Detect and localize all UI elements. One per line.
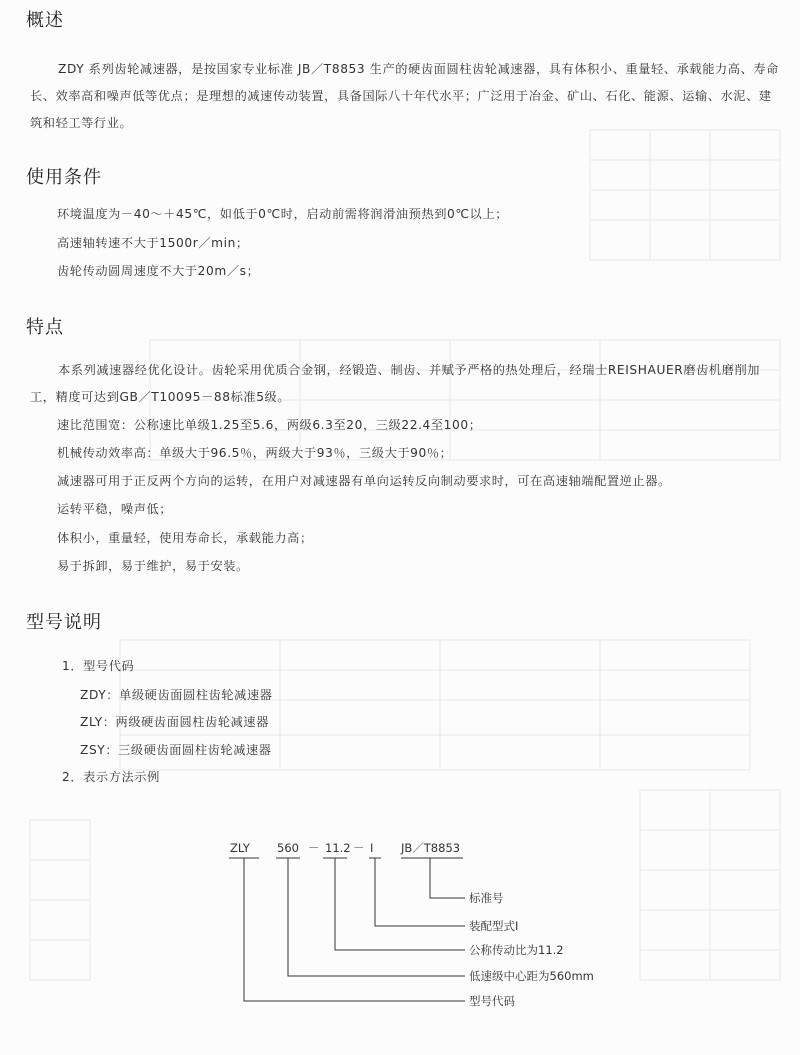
- part-dash: －: [353, 841, 365, 855]
- overview-paragraph: [30, 56, 780, 137]
- feature-line: 速比范围宽：公称速比单级1.25至5.6，两级6.3至20，三级22.4至100；: [57, 418, 482, 432]
- part-series-code: ZLY: [230, 841, 250, 855]
- label-assembly: 装配型式Ⅰ: [469, 919, 519, 933]
- part-assembly: Ⅰ: [370, 841, 374, 855]
- model-code-line: ZLY：两级硬齿面圆柱齿轮减速器: [80, 715, 270, 729]
- part-standard: JB／T8853: [401, 841, 461, 855]
- connector-standard: [430, 858, 465, 898]
- part-dash: －: [308, 841, 320, 855]
- part-center-distance: 560: [277, 841, 299, 855]
- features-heading: 特点: [26, 317, 64, 338]
- overview-text: ZDY 系列齿轮减速器，是按国家专业标准 JB／T8853 生产的硬齿面圆柱齿轮减速器，具有体积小、重量轻、承载能力高、寿命长、效率高和噪声低等优点；是理想的减速传动装置，具备国际八十年代水平；广泛用于冶金、矿山、石化、能源、运输、水泥、建筑和轻工等行业。: [30, 62, 779, 130]
- condition-line: 环境温度为－40～＋45℃，如低于0℃时，启动前需将润滑油预热到0℃以上；: [57, 207, 509, 221]
- label-standard: 标准号: [469, 891, 504, 905]
- feature-line: 运转平稳，噪声低；: [57, 502, 173, 516]
- features-intro: [30, 357, 780, 411]
- label-ratio: 公称传动比为11.2: [469, 943, 564, 957]
- feature-line: 易于拆卸，易于维护，易于安装。: [57, 559, 249, 573]
- model-item-1: 1．型号代码: [62, 659, 135, 673]
- model-code-line: ZSY：三级硬齿面圆柱齿轮减速器: [80, 743, 272, 757]
- model-heading: 型号说明: [26, 612, 102, 633]
- connector-ratio: [335, 858, 465, 950]
- connector-center-distance: [288, 858, 465, 976]
- label-center-distance: 低速级中心距为560mm: [469, 969, 594, 983]
- label-series-code: 型号代码: [469, 994, 515, 1008]
- model-code-line: ZDY：单级硬齿面圆柱齿轮减速器: [80, 688, 273, 702]
- model-notation-diagram: [225, 838, 605, 1018]
- conditions-heading: 使用条件: [26, 167, 102, 188]
- features-intro-text: 本系列减速器经优化设计。齿轮采用优质合金钢，经锻造、制齿、并赋予严格的热处理后，经瑞士REISHAUER磨齿机磨削加工，精度可达到GB／T10095－88标准5级。: [30, 363, 761, 404]
- connector-assembly: [375, 858, 465, 926]
- feature-line: 机械传动效率高：单级大于96.5％，两级大于93％，三级大于90％；: [57, 446, 453, 460]
- feature-line: 体积小，重量轻，使用寿命长，承载能力高；: [57, 531, 313, 545]
- part-ratio: 11.2: [325, 841, 351, 855]
- overview-heading: 概述: [26, 10, 64, 31]
- condition-line: 高速轴转速不大于1500r／min；: [57, 236, 249, 250]
- condition-line: 齿轮传动圆周速度不大于20m／s；: [57, 264, 260, 278]
- connector-series-code: [244, 858, 465, 1001]
- model-item-2: 2．表示方法示例: [62, 770, 160, 784]
- feature-line: 减速器可用于正反两个方向的运转，在用户对减速器有单向运转反向制动要求时，可在高速轴端配置逆止器。: [57, 474, 671, 488]
